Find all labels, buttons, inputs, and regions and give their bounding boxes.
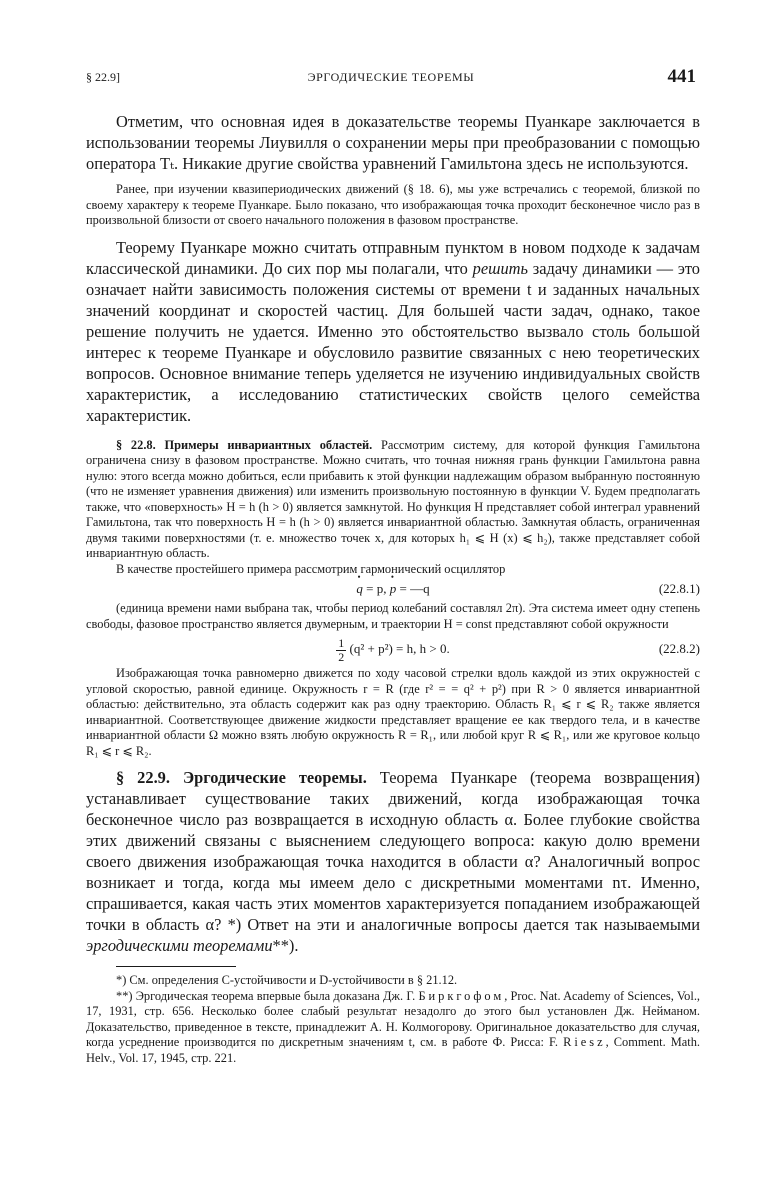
footnote-text: , Proc. Nat. Academy of Sciences, Vol., 17, 1931, стр. 656. Несколько более слабый результат незадолго до этого был установлен Дж. Нейманом. Доказательство, приведенное в тексте, принадлежит А. Н. Колмогорову. Оригинальное доказательство для случая, когда усреднение производится по дискретным значениям t, см. в работе Ф. Рисса: F. (86, 988, 701, 1049)
page-body (86, 111, 700, 1066)
section-text: Теорема Пуанкаре (теорема возвращения) устанавливает существование таких движений, когда изображающая точка бесконечное число раз возвращается в исходную область α. Более глубокие свойства этих движений связаны с выяснением следующего вопроса: какую долю времени своего движения изображающая точка находится в области α? Аналогичный вопрос возникает и тогда, когда мы имеем дело с дискретными моментами nτ. Именно, спрашивается, какая часть этих моментов характеризуется попаданием изображающей точки в область α? *) Ответ на эти и аналогичные вопросы дается так называемыми (86, 768, 700, 934)
footnote-divider (116, 966, 236, 967)
section-text: **). (272, 936, 299, 955)
equation-number: (22.8.2) (658, 641, 700, 656)
eq-text: (q² + p²) = h, h > 0. (346, 641, 450, 656)
fraction-denominator: 2 (338, 649, 345, 664)
eq-text: = —q (396, 581, 430, 596)
footnote-text: **) Эргодическая теорема впервые была доказана Дж. Г. (116, 988, 419, 1003)
paragraph-liouville: Отметим, что основная идея в доказательстве теоремы Пуанкаре заключается в использовании теоремы Лиувилля о сохранении меры при преобразовании с помощью оператора Tₜ. Никакие другие свойства уравнений Гамильтона здесь не используются. (86, 112, 700, 173)
author-name-riesz: Riesz (563, 1035, 606, 1049)
header-section-ref: § 22.9] (86, 70, 120, 84)
section-text: Рассмотрим систему, для которой функция Гамильтона ограничена снизу в фазовом пространстве. Можно считать, что точная нижняя грань функции Гамильтона равна нулю: этого всегда можно добиться, если прибавить к этой функции надлежащим образом выбранную постоянную (что не изменяет уравнения движения) или изменить произвольную постоянную в функции V. Будем предполагать также, что «поверхность» H = h (h > 0) является замкнутой. Но функция H представляет собой интеграл уравнений Гамильтона, так что поверхность H = h (h > 0) является инвариантной областью. Замкнутая область, ограниченная двумя такими поверхностями (т. е. множество точек x, для которых h₁ ⩽ H (x) ⩽ h₂), также представляет собой инвариантную область. (86, 437, 701, 560)
equation-22-8-1 (86, 577, 700, 601)
header-chapter-title: ЭРГОДИЧЕСКИЕ ТЕОРЕМЫ (307, 70, 475, 84)
section-heading: § 22.9. Эргодические теоремы. (116, 768, 367, 787)
text-run: Теорему Пуанкаре можно считать отправным пунктом в новом подходе к задачам классической динамики. До сих пор мы полагали, что (86, 237, 700, 278)
paragraph-oscillator: В качестве простейшего примера рассмотрим гармонический осциллятор (116, 561, 506, 576)
equation-body (86, 632, 700, 666)
paragraph-circles: Изображающая точка равномерно движется по ходу часовой стрелки вдоль каждой из этих окружностей с угловой скоростью, равной единице. Окружность r = R (где r² = = q² + p²) при R > 0 является инвариантной областью: действительно, эта область содержит как раз одну траекторию. Область R₁ ⩽ r ⩽ R₂ также является инвариантной. Соответствующее движение жидкости представляет вращение ее как твердого тела, и в качестве инвариантной области Ω можно взять любую окружность R = R₁, или любой круг R ⩽ R₁, или же круговое кольцо R₁ ⩽ r ⩽ R₂. (86, 666, 700, 758)
page-number: 441 (667, 66, 696, 87)
text-run: задачу динамики — это означает найти зависимость положения системы от времени t и заданных начальных значений координат и скоростей частиц. Для большей части задач, однако, такое решение получить не удается. Именно это обстоятельство вызвало столь большой интерес к теореме Пуанкаре и обусловило развитие связанных с нею теоретических вопросов. Основное внимание теперь уделяется не изучению индивидуальных свойств характеристик, а исследованию статистических свойств целого семейства характеристик. (86, 258, 700, 425)
section-heading: § 22.8. Примеры инвариантных областей. (116, 437, 373, 452)
eq-var-q-dot: • q (356, 577, 363, 601)
paragraph-poincare-approach (86, 237, 700, 426)
footnote-text: , Comment. Math. Helv., Vol. 17, 1945, стр. 221. (86, 1035, 700, 1065)
running-header (86, 66, 696, 90)
equation-body (86, 577, 700, 601)
fraction-one-half (336, 637, 346, 664)
eq-text: = p, (362, 581, 390, 596)
eq-var-p-dot: • p (390, 577, 397, 601)
section-22-9 (86, 767, 700, 956)
paragraph-quasiperiodic: Ранее, при изучении квазипериодических движений (§ 18. 6), мы уже встречались с теоремой, близкой по своему характеру к теореме Пуанкаре. Было показано, что изображающая точка проходит бесконечное число раз в произвольной близости от своего начального положения в фазовом пространстве. (86, 182, 700, 227)
footnote-2 (86, 989, 700, 1067)
emphasis-ergodic-theorems: эргодическими теоремами (86, 936, 273, 955)
equation-22-8-2 (86, 632, 700, 666)
author-name-birkhoff: Биркгофом (418, 988, 505, 1003)
section-22-8 (86, 438, 700, 562)
footnote-1: *) См. определения C-устойчивости и D-устойчивости в § 21.12. (116, 973, 458, 987)
equation-number: (22.8.1) (658, 581, 700, 596)
fraction-numerator: 1 (338, 635, 345, 650)
paragraph-unit-time: (единица времени нами выбрана так, чтобы период колебаний составлял 2π). Эта система имеет одну степень свободы, фазовое пространство является двумерным, и траектории H = const представляют собой окружности (86, 601, 700, 631)
emphasis-solve: решить (472, 258, 528, 278)
